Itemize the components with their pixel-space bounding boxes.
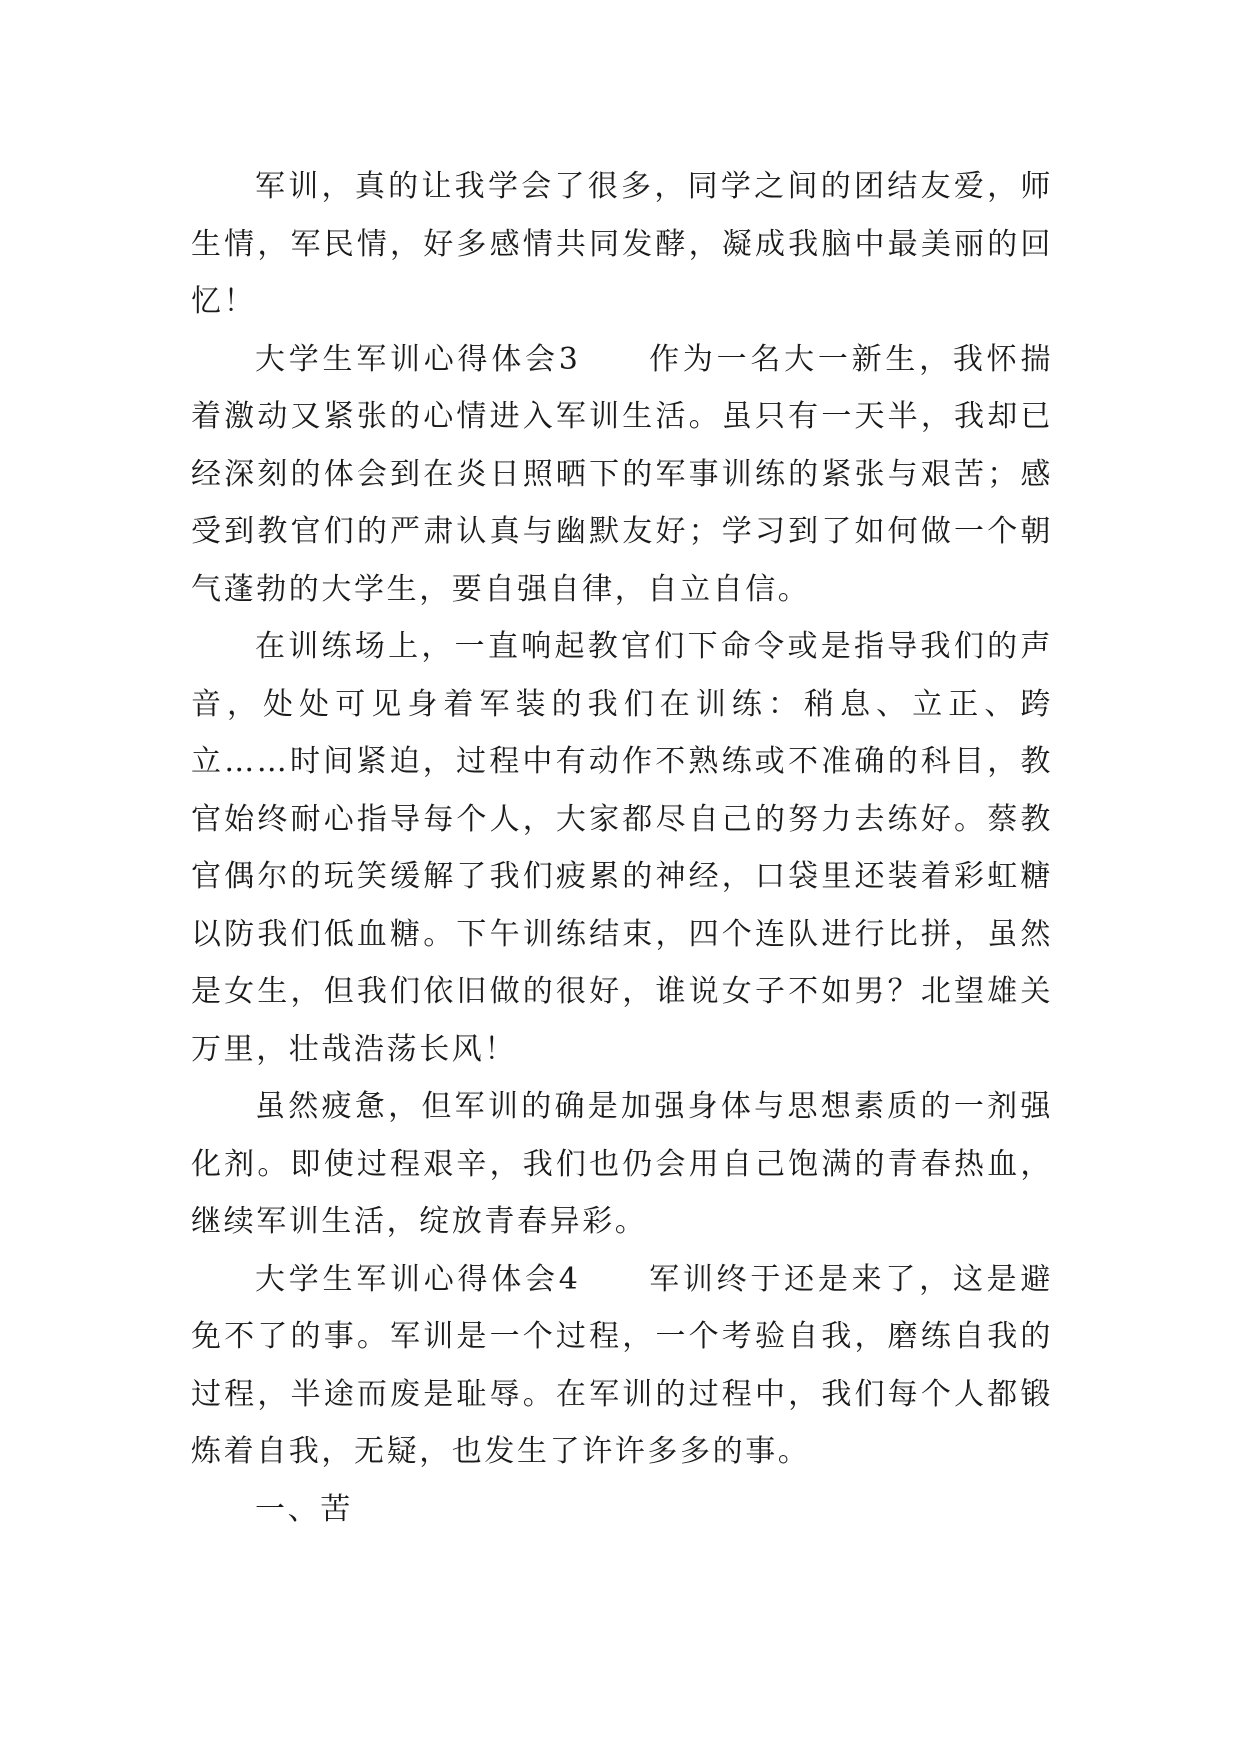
section-heading-bitter: 一、苦 <box>255 1491 353 1527</box>
paragraph-fatigue: 虽然疲惫，但军训的确是加强身体与思想素质的一剂强化剂。即使过程艰辛，我们也仍会用自己饱满的青春热血，继续军训生活，绽放青春异彩。 <box>191 1089 1053 1239</box>
document-body <box>191 158 1053 1538</box>
paragraph-essay-3-intro: 大学生军训心得体会3 作为一名大一新生，我怀揣着激动又紧张的心情进入军训生活。虽只有一天半，我却已经深刻的体会到在炎日照晒下的军事训练的紧张与艰苦；感受到教官们的严肃认真与幽默友好；学习到了如何做一个朝气蓬勃的大学生，要自强自律，自立自信。 <box>191 341 1053 607</box>
paragraph-essay-4-intro: 大学生军训心得体会4 军训终于还是来了，这是避免不了的事。军训是一个过程，一个考验自我，磨练自我的过程，半途而废是耻辱。在军训的过程中，我们每个人都锻炼着自我，无疑，也发生了许许多多的事。 <box>191 1261 1053 1469</box>
paragraph-training-ground: 在训练场上，一直响起教官们下命令或是指导我们的声音，处处可见身着军装的我们在训练：稍息、立正、跨立……时间紧迫，过程中有动作不熟练或不准确的科目，教官始终耐心指导每个人，大家都尽自己的努力去练好。蔡教官偶尔的玩笑缓解了我们疲累的神经，口袋里还装着彩虹糖以防我们低血糖。下午训练结束，四个连队进行比拼，虽然是女生，但我们依旧做的很好，谁说女子不如男？北望雄关万里，壮哉浩荡长风！ <box>191 629 1053 1067</box>
paragraph-conclusion-memory: 军训，真的让我学会了很多，同学之间的团结友爱，师生情，军民情，好多感情共同发酵，凝成我脑中最美丽的回忆！ <box>191 169 1053 319</box>
